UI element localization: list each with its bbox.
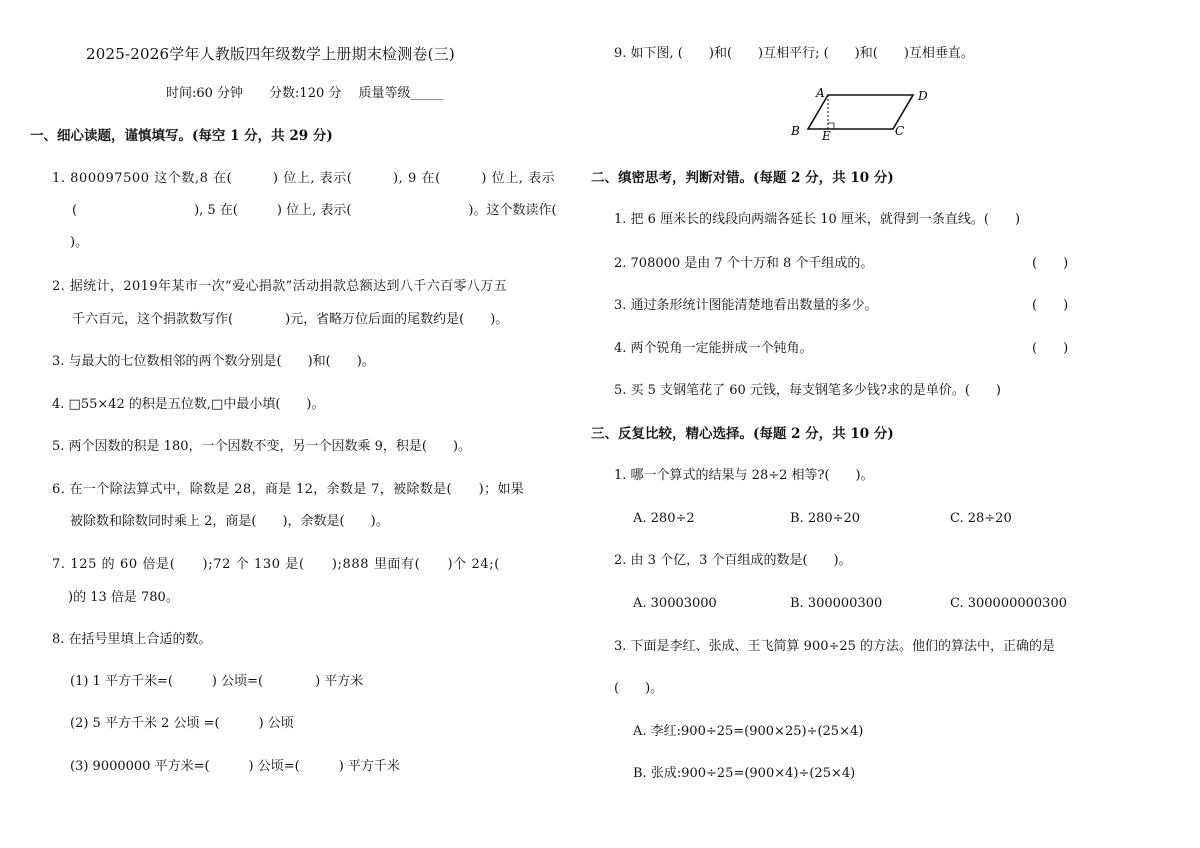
exam-info: 时间:60 分钟 分数:120 分 质量等级_____	[166, 86, 444, 101]
q6-line-1: 6. 在一个除法算式中，除数是 28，商是 12，余数是 7，被除数是( )；如果	[52, 482, 525, 497]
mc3-option-a: A. 李红:900÷25=(900×25)÷(25×4)	[633, 724, 864, 739]
tf-3-paren: ( )	[1032, 298, 1069, 313]
q7-line-1: 7. 125 的 60 倍是( );72 个 130 是( );888 里面有( )个 24;(	[52, 557, 500, 572]
mc1-option-a: A. 280÷2	[633, 511, 695, 526]
q8-part-1: (1) 1 平方千米=( ) 公顷=( ) 平方米	[70, 674, 364, 689]
q7-line-2: )的 13 倍是 780。	[68, 590, 179, 605]
section-3-heading: 三、反复比较，精心选择。(每题 2 分，共 10 分)	[591, 426, 894, 442]
mc3-option-b: B. 张成:900÷25=(900×4)÷(25×4)	[633, 766, 856, 781]
label-d: D	[918, 89, 928, 103]
q6-line-2: 被除数和除数同时乘上 2，商是( )，余数是( )。	[70, 514, 389, 529]
section-1-heading: 一、细心读题，谨慎填写。(每空 1 分，共 29 分)	[30, 128, 333, 144]
label-e: E	[822, 129, 831, 143]
mc2-option-c: C. 300000000300	[950, 596, 1067, 611]
label-a: A	[816, 86, 825, 100]
mc3-stem-line-2: ( )。	[614, 681, 664, 696]
tf-5: 5. 买 5 支钢笔花了 60 元钱，每支钢笔多少钱?求的是单价。( )	[614, 383, 1001, 398]
page-title: 2025-2026学年人教版四年级数学上册期末检测卷(三)	[86, 45, 455, 63]
q4: 4. □55×42 的积是五位数,□中最小填( )。	[52, 397, 325, 412]
q2-line-1: 2. 据统计，2019年某市一次“爱心捐款”活动捐款总额达到八千六百零八万五	[52, 279, 508, 294]
q5: 5. 两个因数的积是 180，一个因数不变，另一个因数乘 9，积是( )。	[52, 439, 472, 454]
tf-2: 2. 708000 是由 7 个十万和 8 个千组成的。	[614, 256, 874, 271]
q8-part-3: (3) 9000000 平方米=( ) 公顷=( ) 平方千米	[70, 759, 400, 774]
q1-line-2: ( ), 5 在( ) 位上, 表示( )。这个数读作(	[72, 203, 557, 218]
tf-1: 1. 把 6 厘米长的线段向两端各延长 10 厘米，就得到一条直线。( )	[614, 212, 1021, 227]
q8-part-2: (2) 5 平方千米 2 公顷 =( ) 公顷	[70, 716, 294, 731]
q9: 9. 如下图, ( )和( )互相平行; ( )和( )互相垂直。	[614, 46, 974, 61]
tf-2-paren: ( )	[1032, 256, 1069, 271]
q8-stem: 8. 在括号里填上合适的数。	[52, 632, 212, 647]
label-c: C	[895, 124, 905, 138]
q1-line-1: 1. 800097500 这个数,8 在( ) 位上, 表示( ), 9 在( ) 位上, 表示	[52, 171, 556, 186]
mc2-option-a: A. 30003000	[633, 596, 717, 611]
mc2-stem: 2. 由 3 个亿，3 个百组成的数是( )。	[614, 553, 852, 568]
section-2-heading: 二、缜密思考，判断对错。(每题 2 分，共 10 分)	[591, 170, 894, 186]
mc2-option-b: B. 300000300	[790, 596, 883, 611]
tf-4: 4. 两个锐角一定能拼成一个钝角。	[614, 341, 813, 356]
q3: 3. 与最大的七位数相邻的两个数分别是( )和( )。	[52, 354, 375, 369]
q1-line-3: )。	[70, 235, 89, 250]
tf-3: 3. 通过条形统计图能清楚地看出数量的多少。	[614, 298, 878, 313]
parallelogram-figure	[785, 84, 945, 144]
mc1-stem: 1. 哪一个算式的结果与 28÷2 相等?( )。	[614, 468, 874, 483]
tf-4-paren: ( )	[1032, 341, 1069, 356]
mc3-stem-line-1: 3. 下面是李红、张成、王飞简算 900÷25 的方法。他们的算法中，正确的是	[614, 639, 1056, 654]
mc1-option-c: C. 28÷20	[950, 511, 1012, 526]
q2-line-2: 千六百元，这个捐款数写作( )元，省略万位后面的尾数约是( )。	[72, 312, 509, 327]
mc1-option-b: B. 280÷20	[790, 511, 861, 526]
label-b: B	[791, 124, 800, 138]
